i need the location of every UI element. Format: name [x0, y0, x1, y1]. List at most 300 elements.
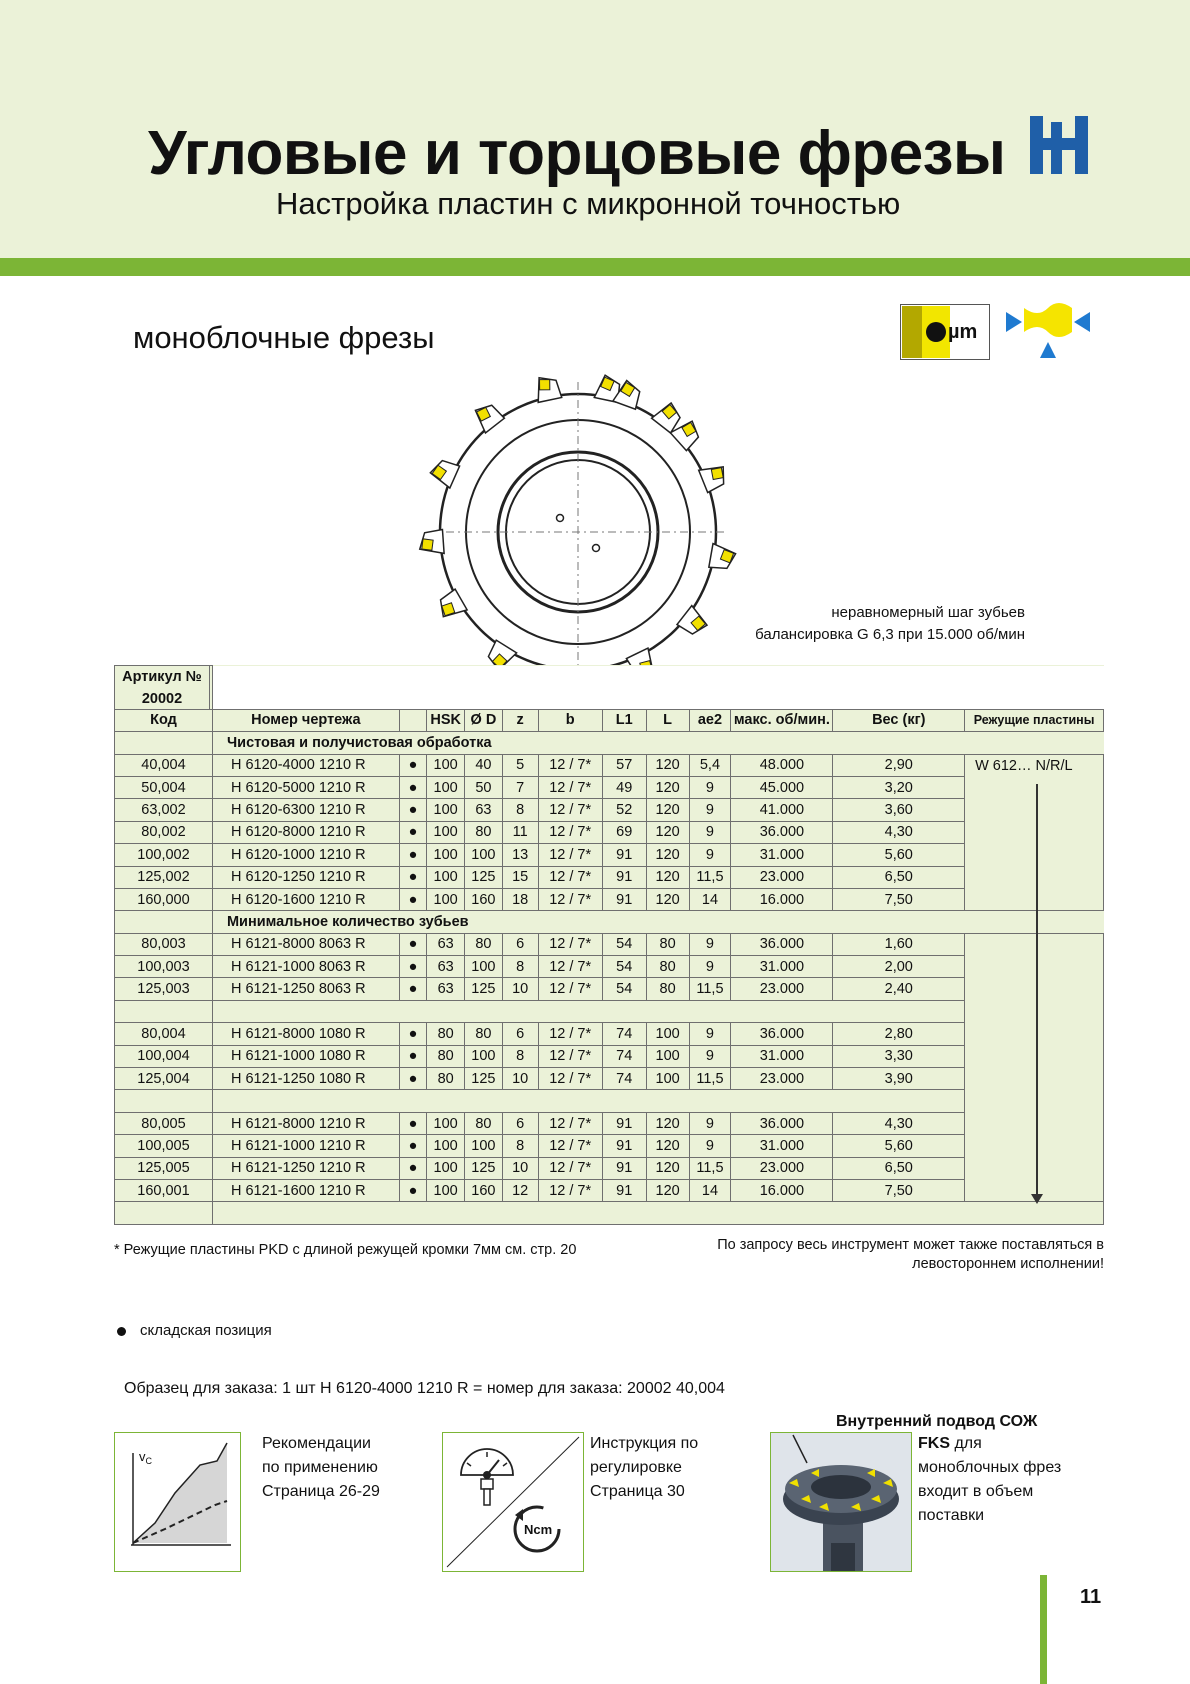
left-hand-note-line2: левостороннем исполнении! [912, 1256, 1104, 1272]
article-label: Артикул № [122, 669, 202, 685]
table-cell: 12 / 7* [538, 888, 602, 910]
coolant-line-1 [918, 1432, 1061, 1456]
table-cell: 100 [427, 776, 465, 798]
table-cell: 54 [602, 933, 646, 955]
table-cell: 36.000 [731, 933, 833, 955]
plate-cell [965, 1112, 1104, 1134]
plate-cell [965, 1045, 1104, 1067]
table-cell: 9 [689, 933, 731, 955]
adjustment-icon [443, 1433, 583, 1571]
stock-legend-label: складская позиция [140, 1322, 272, 1339]
table-cell: 125,005 [115, 1157, 213, 1179]
plate-cell [965, 1000, 1104, 1022]
blank-cell [212, 1090, 964, 1112]
plate-cell [965, 956, 1104, 978]
table-cell: H 6120-1600 1210 R [212, 888, 399, 910]
plate-cell: W 612… N/R/L [965, 754, 1104, 776]
table-row [115, 1068, 1104, 1090]
product-table [114, 665, 1104, 1225]
table-cell: 91 [602, 1135, 646, 1157]
coolant-dlya: для [950, 1435, 982, 1452]
blank-cell [115, 1000, 213, 1022]
table-cell: 12 / 7* [538, 933, 602, 955]
table-cell: 13 [502, 844, 538, 866]
table-cell: 80 [465, 821, 503, 843]
company-logo [1030, 116, 1088, 174]
plate-cell [965, 978, 1104, 1000]
table-cell: 63 [427, 956, 465, 978]
table-cell: 80 [646, 933, 689, 955]
table-cell: 80,003 [115, 933, 213, 955]
table-cell: H 6120-1250 1210 R [212, 866, 399, 888]
table-top-row [115, 687, 1104, 709]
table-cell: 12 / 7* [538, 821, 602, 843]
table-cell: 80 [465, 933, 503, 955]
plate-cell [965, 799, 1104, 821]
table-cell: 160,001 [115, 1179, 213, 1201]
table-cell: ● [399, 956, 427, 978]
insert-icon [471, 399, 505, 433]
column-header: z [502, 709, 538, 731]
table-cell: 91 [602, 1157, 646, 1179]
table-cell: 57 [602, 754, 646, 776]
table-cell: 2,40 [833, 978, 965, 1000]
table-cell: 31.000 [731, 1135, 833, 1157]
table-cell: 120 [646, 821, 689, 843]
table-cell: 9 [689, 844, 731, 866]
table-cell: H 6121-1600 1210 R [212, 1179, 399, 1201]
table-cell: 120 [646, 1112, 689, 1134]
coolant-text [918, 1432, 1061, 1528]
table-cell: 12 / 7* [538, 776, 602, 798]
table-cell: 120 [646, 844, 689, 866]
table-cell: 8 [502, 956, 538, 978]
table-cell: ● [399, 844, 427, 866]
table-row [115, 821, 1104, 843]
table-cell: 9 [689, 1045, 731, 1067]
table-cell: 6 [502, 1023, 538, 1045]
table-row [115, 754, 1104, 776]
table-cell: 9 [689, 1135, 731, 1157]
blank-row [115, 1202, 1104, 1224]
table-cell: 100 [427, 821, 465, 843]
coolant-cutter-photo [771, 1433, 911, 1571]
blank-cell [212, 1000, 964, 1022]
insert-icon [533, 374, 561, 402]
pitch-note: неравномерный шаг зубьев [831, 604, 1025, 621]
column-header: Вес (кг) [833, 709, 965, 731]
table-cell: 50 [465, 776, 503, 798]
table-cell: 80 [427, 1068, 465, 1090]
table-cell: 23.000 [731, 978, 833, 1000]
table-cell: 5,60 [833, 844, 965, 866]
table-cell: 31.000 [731, 844, 833, 866]
column-header: Код [115, 709, 213, 731]
table-cell: 160 [465, 888, 503, 910]
table-cell: 100 [427, 754, 465, 776]
insert-icon [419, 529, 445, 555]
plate-cell [965, 776, 1104, 798]
table-cell: 11,5 [689, 866, 731, 888]
insert-icon [677, 606, 711, 640]
table-cell: 12 / 7* [538, 844, 602, 866]
table-cell: 125 [465, 1157, 503, 1179]
table-cell: ● [399, 1045, 427, 1067]
table-cell: 2,80 [833, 1023, 965, 1045]
plate-cell [965, 866, 1104, 888]
adj-line-2: регулировке [590, 1459, 682, 1476]
table-cell: 100,004 [115, 1045, 213, 1067]
svg-text:vC: $v_C$ [139, 1449, 152, 1466]
table-cell: 12 / 7* [538, 1179, 602, 1201]
table-cell: 120 [646, 754, 689, 776]
plate-cell [965, 1157, 1104, 1179]
table-cell: 10 [502, 1157, 538, 1179]
table-cell: 11,5 [689, 978, 731, 1000]
table-cell: ● [399, 754, 427, 776]
table-cell: 100 [427, 799, 465, 821]
coolant-line-2: моноблочных фрез [918, 1459, 1062, 1476]
table-cell: 12 / 7* [538, 1023, 602, 1045]
table-cell: ● [399, 776, 427, 798]
table-cell: 12 [502, 1179, 538, 1201]
table-header-row [115, 709, 1104, 731]
table-cell: 3,20 [833, 776, 965, 798]
coolant-photo-box [770, 1432, 912, 1572]
group-spacer [115, 911, 213, 933]
column-header [399, 709, 427, 731]
table-cell: 5,4 [689, 754, 731, 776]
group-row [115, 732, 1104, 754]
table-cell: 14 [689, 1179, 731, 1201]
table-row [115, 956, 1104, 978]
table-cell: 11 [502, 821, 538, 843]
table-cell: H 6121-1000 1210 R [212, 1135, 399, 1157]
rec-line-1: Рекомендации [262, 1435, 371, 1452]
table-row [115, 1135, 1104, 1157]
table-cell: 125,004 [115, 1068, 213, 1090]
group-label: Минимальное количество зубьев [212, 911, 1103, 933]
coolant-fks: FKS [918, 1435, 950, 1452]
order-example: Образец для заказа: 1 шт H 6120-4000 1210 R = номер для заказа: 20002 40,004 [124, 1380, 725, 1397]
table-cell: ● [399, 888, 427, 910]
table-row [115, 844, 1104, 866]
table-cell: 9 [689, 799, 731, 821]
header-accent-line [0, 258, 1190, 276]
table-cell: 63 [427, 933, 465, 955]
table-row [115, 866, 1104, 888]
table-cell: 23.000 [731, 866, 833, 888]
table-cell: 63 [427, 978, 465, 1000]
table-cell: 80 [465, 1112, 503, 1134]
table-cell: 7,50 [833, 888, 965, 910]
table-row [115, 978, 1104, 1000]
adjustment-instructions [590, 1432, 698, 1504]
section-title: моноблочные фрезы [133, 320, 435, 355]
table-cell: H 6121-1250 8063 R [212, 978, 399, 1000]
table-cell: ● [399, 1179, 427, 1201]
table-cell: 8 [502, 1135, 538, 1157]
table-cell: 80 [465, 1023, 503, 1045]
insert-icon [434, 589, 467, 622]
table-cell: 120 [646, 799, 689, 821]
table-cell: 12 / 7* [538, 1135, 602, 1157]
table-cell: 45.000 [731, 776, 833, 798]
adjustment-box [442, 1432, 584, 1572]
svg-text:µm: µm [948, 321, 978, 343]
table-cell: 100 [465, 1135, 503, 1157]
table-cell: H 6120-5000 1210 R [212, 776, 399, 798]
table-cell: 9 [689, 821, 731, 843]
table-row [115, 933, 1104, 955]
table-cell: 125,002 [115, 866, 213, 888]
table-cell: 14 [689, 888, 731, 910]
table-cell: H 6121-1250 1080 R [212, 1068, 399, 1090]
table-cell: 80 [427, 1045, 465, 1067]
table-cell: ● [399, 1023, 427, 1045]
table-cell: 8 [502, 1045, 538, 1067]
table-cell: 100 [427, 888, 465, 910]
table-cell: 80 [646, 978, 689, 1000]
left-hand-note-line1: По запросу весь инструмент может также поставляться в [717, 1237, 1104, 1253]
balancing-icon [1002, 302, 1094, 360]
table-cell: 100 [646, 1023, 689, 1045]
table-cell: ● [399, 933, 427, 955]
plate-cell [965, 1135, 1104, 1157]
blank-row [115, 1000, 1104, 1022]
table-cell: 91 [602, 1112, 646, 1134]
table-cell: H 6121-8000 1210 R [212, 1112, 399, 1134]
plate-cell [965, 888, 1104, 910]
table-cell: 40,004 [115, 754, 213, 776]
table-cell: 11,5 [689, 1157, 731, 1179]
rec-line-2: по применению [262, 1459, 378, 1476]
table-cell: 2,90 [833, 754, 965, 776]
table-cell: 7,50 [833, 1179, 965, 1201]
table-cell: ● [399, 1068, 427, 1090]
table-cell: ● [399, 1112, 427, 1134]
table-cell: 31.000 [731, 956, 833, 978]
table-cell: 3,90 [833, 1068, 965, 1090]
table-cell: 120 [646, 888, 689, 910]
group-label: Чистовая и получистовая обработка [212, 732, 1103, 754]
plate-cell [965, 1023, 1104, 1045]
svg-text:Ncm: Ncm [524, 1522, 553, 1537]
table-cell: 16.000 [731, 1179, 833, 1201]
table-cell: 91 [602, 866, 646, 888]
table-cell: 12 / 7* [538, 978, 602, 1000]
table-cell: 2,00 [833, 956, 965, 978]
table-cell: 6,50 [833, 866, 965, 888]
stock-dot-icon [117, 1327, 126, 1336]
group-spacer [115, 732, 213, 754]
table-cell: 12 / 7* [538, 866, 602, 888]
table-cell: 10 [502, 978, 538, 1000]
table-cell: 6,50 [833, 1157, 965, 1179]
table-cell: 5,60 [833, 1135, 965, 1157]
table-cell: 9 [689, 1112, 731, 1134]
blank-cell [115, 1090, 213, 1112]
table-cell: 31.000 [731, 1045, 833, 1067]
table-cell: 69 [602, 821, 646, 843]
column-header: Ø D [465, 709, 503, 731]
table-cell: 54 [602, 956, 646, 978]
table-cell: 91 [602, 1179, 646, 1201]
blank-row [115, 1090, 1104, 1112]
table-cell: 5 [502, 754, 538, 776]
plate-ref-arrow-line [1036, 784, 1038, 1196]
column-header: HSK [427, 709, 465, 731]
table-cell: 12 / 7* [538, 1045, 602, 1067]
table-cell: 36.000 [731, 1112, 833, 1134]
insert-icon [699, 461, 730, 492]
table-cell: 23.000 [731, 1068, 833, 1090]
table-cell: 7 [502, 776, 538, 798]
table-cell: 10 [502, 1068, 538, 1090]
table-cell: 23.000 [731, 1157, 833, 1179]
table-cell: 100 [427, 1157, 465, 1179]
table-cell: 6 [502, 933, 538, 955]
table-row [115, 776, 1104, 798]
table-cell: 18 [502, 888, 538, 910]
group-row [115, 911, 1104, 933]
cutting-speed-chart-icon [115, 1433, 240, 1571]
column-header: Номер чертежа [212, 709, 399, 731]
table-cell: 74 [602, 1023, 646, 1045]
table-cell: 100 [465, 956, 503, 978]
plate-cell [965, 1090, 1104, 1112]
column-header: макс. об/мин. [731, 709, 833, 731]
table-cell: 11,5 [689, 1068, 731, 1090]
plate-cell [965, 933, 1104, 955]
table-row [115, 1023, 1104, 1045]
table-cell: ● [399, 1157, 427, 1179]
table-cell: H 6121-1000 8063 R [212, 956, 399, 978]
table-cell: 80 [427, 1023, 465, 1045]
table-cell: 125 [465, 866, 503, 888]
table-cell: 16.000 [731, 888, 833, 910]
table-cell: 120 [646, 866, 689, 888]
table-cell: 12 / 7* [538, 1157, 602, 1179]
plate-ref-arrow-head [1031, 1194, 1043, 1204]
table-cell: 4,30 [833, 1112, 965, 1134]
table-cell: 125 [465, 1068, 503, 1090]
table-cell: 9 [689, 956, 731, 978]
adj-line-1: Инструкция по [590, 1435, 699, 1452]
table-row [115, 1157, 1104, 1179]
empty-cell [212, 666, 1103, 688]
table-cell: 1,60 [833, 933, 965, 955]
page-accent-bar [1040, 1575, 1047, 1684]
article-value: 20002 [141, 691, 183, 707]
column-header: Режущие пластины [965, 709, 1104, 731]
plate-cell [965, 821, 1104, 843]
table-cell: 54 [602, 978, 646, 1000]
table-cell: 49 [602, 776, 646, 798]
insert-icon [709, 544, 737, 572]
table-row [115, 799, 1104, 821]
table-cell: 3,30 [833, 1045, 965, 1067]
coolant-line-3: входит в объем [918, 1483, 1034, 1500]
application-chart-box [114, 1432, 241, 1572]
page-number: 11 [1080, 1586, 1102, 1608]
insert-icon [428, 456, 460, 488]
blank-cell [115, 1202, 213, 1224]
table-cell: 36.000 [731, 821, 833, 843]
table-cell: 100 [646, 1045, 689, 1067]
table-cell: 40 [465, 754, 503, 776]
page-title: Угловые и торцовые фрезы [148, 119, 1006, 188]
table-cell: 12 / 7* [538, 754, 602, 776]
table-cell: 100 [427, 844, 465, 866]
table-cell: ● [399, 799, 427, 821]
table-cell: 100,002 [115, 844, 213, 866]
table-cell: 120 [646, 776, 689, 798]
column-header: ae2 [689, 709, 731, 731]
table-cell: 100,003 [115, 956, 213, 978]
page-subtitle: Настройка пластин с микронной точностью [276, 186, 901, 221]
table-cell: 9 [689, 776, 731, 798]
column-header: b [538, 709, 602, 731]
table-cell: H 6120-4000 1210 R [212, 754, 399, 776]
table-cell: 4,30 [833, 821, 965, 843]
balance-note: балансировка G 6,3 при 15.000 об/мин [755, 626, 1025, 643]
column-header: L1 [602, 709, 646, 731]
table-cell: 6 [502, 1112, 538, 1134]
table-cell: 100 [427, 866, 465, 888]
table-cell: 12 / 7* [538, 1068, 602, 1090]
table-cell: 91 [602, 888, 646, 910]
table-cell: 100 [646, 1068, 689, 1090]
article-box [114, 665, 210, 709]
micron-adjust-icon [900, 304, 990, 360]
table-row [115, 1179, 1104, 1201]
table-top-row [115, 666, 1104, 688]
table-cell: 100 [465, 1045, 503, 1067]
table-cell: 12 / 7* [538, 799, 602, 821]
table-cell: ● [399, 1135, 427, 1157]
table-cell: 120 [646, 1179, 689, 1201]
table-cell: 80,002 [115, 821, 213, 843]
table-cell: H 6120-8000 1210 R [212, 821, 399, 843]
pkd-footnote: * Режущие пластины PKD с длиной режущей кромки 7мм см. стр. 20 [114, 1242, 577, 1258]
empty-cell [212, 687, 1103, 709]
table-cell: 50,004 [115, 776, 213, 798]
table-cell: 63 [465, 799, 503, 821]
table-cell: ● [399, 866, 427, 888]
stock-legend [117, 1322, 272, 1339]
table-cell: H 6120-6300 1210 R [212, 799, 399, 821]
table-row [115, 1045, 1104, 1067]
table-cell: H 6120-1000 1210 R [212, 844, 399, 866]
table-cell: 80,005 [115, 1112, 213, 1134]
table-cell: 100 [427, 1112, 465, 1134]
coolant-line-4: поставки [918, 1507, 985, 1524]
table-cell: 120 [646, 1157, 689, 1179]
table-cell: 15 [502, 866, 538, 888]
plate-cell [965, 844, 1104, 866]
table-cell: 160 [465, 1179, 503, 1201]
table-cell: H 6121-1000 1080 R [212, 1045, 399, 1067]
table-cell: 41.000 [731, 799, 833, 821]
table-row [115, 888, 1104, 910]
table-row [115, 1112, 1104, 1134]
table-cell: 80 [646, 956, 689, 978]
table-cell: 52 [602, 799, 646, 821]
table-cell: 80,004 [115, 1023, 213, 1045]
table-cell: 120 [646, 1135, 689, 1157]
table-cell: H 6121-8000 8063 R [212, 933, 399, 955]
